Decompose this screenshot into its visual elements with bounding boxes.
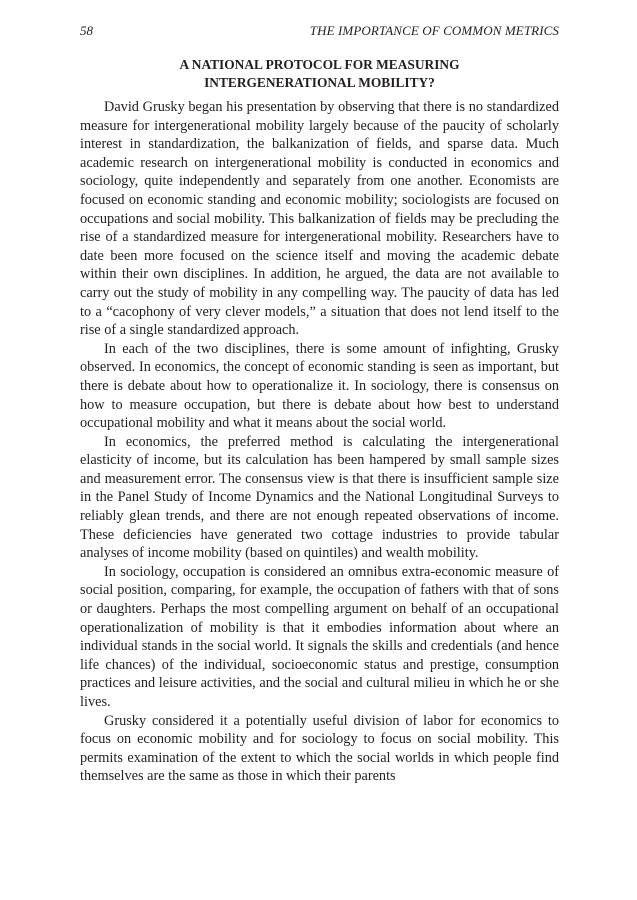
page-number: 58: [80, 23, 93, 38]
paragraph-5: Grusky considered it a potentially useful division of labor for economics to focus on economic mobility and for sociology to focus on social mobility. This permits examination of the extent to which the social worlds in which people find themselves are the same as those in which their parents: [80, 712, 559, 785]
paragraph-2: In each of the two disciplines, there is some amount of infighting, Grusky observed. In economics, the concept of economic standing is seen as important, but there is debate about how to operationalize it. In sociology, there is consensus on how to measure occupation, but there is debate about how best to understand occupational mobility and what it means about the social world.: [80, 340, 559, 432]
body-text: [80, 98, 559, 786]
book-page: [80, 22, 559, 786]
running-head: [80, 22, 559, 40]
paragraph-4: In sociology, occupation is considered an omnibus extra-economic measure of social position, comparing, for example, the occupation of fathers with that of sons or daughters. Perhaps the most compelling argument on behalf of an occupational operationalization of mobility is that it embodies information about where an individual stands in the social world. It signals the skills and credentials (and hence life chances) of the individual, socioeconomic status and prestige, consumption practices and leisure activities, and the social and cultural milieu in which he or she lives.: [80, 563, 559, 710]
section-title-line-2: INTERGENERATIONAL MOBILITY?: [204, 75, 435, 90]
paragraph-3: In economics, the preferred method is calculating the intergenerational elasticity of income, but its calculation has been hampered by small sample sizes and measurement error. The consensus view is that there is insufficient sample size in the Panel Study of Income Dynamics and the National Longitudinal Surveys to reliably glean trends, and there are not enough repeated observations of income. These deficiencies have generated two cottage industries to provide tabular analyses of income mobility (based on quintiles) and wealth mobility.: [80, 433, 559, 562]
section-title: [80, 56, 559, 92]
paragraph-1: David Grusky began his presentation by observing that there is no standardized measure for intergenerational mobility largely because of the paucity of scholarly interest in standardization, the balkanization of fields, and sparse data. Much academic research on intergenerational mobility is conducted in economics and sociology, quite independently and separately from one another. Economists are focused on economic standing and economic mobility; sociologists are focused on occupations and social mobility. This balkanization of fields may be precluding the rise of a standardized measure for intergenerational mobility. Researchers have to date been more focused on the science itself and moving the academic debate within their own disciplines. In addition, he argued, the data are not available to carry out the study of mobility in any compelling way. The paucity of data has led to a “cacophony of very clever models,” a situation that does not lend itself to the rise of a single standardized approach.: [80, 99, 559, 339]
section-title-line-1: A NATIONAL PROTOCOL FOR MEASURING: [179, 57, 460, 72]
running-title: THE IMPORTANCE OF COMMON METRICS: [309, 23, 559, 38]
